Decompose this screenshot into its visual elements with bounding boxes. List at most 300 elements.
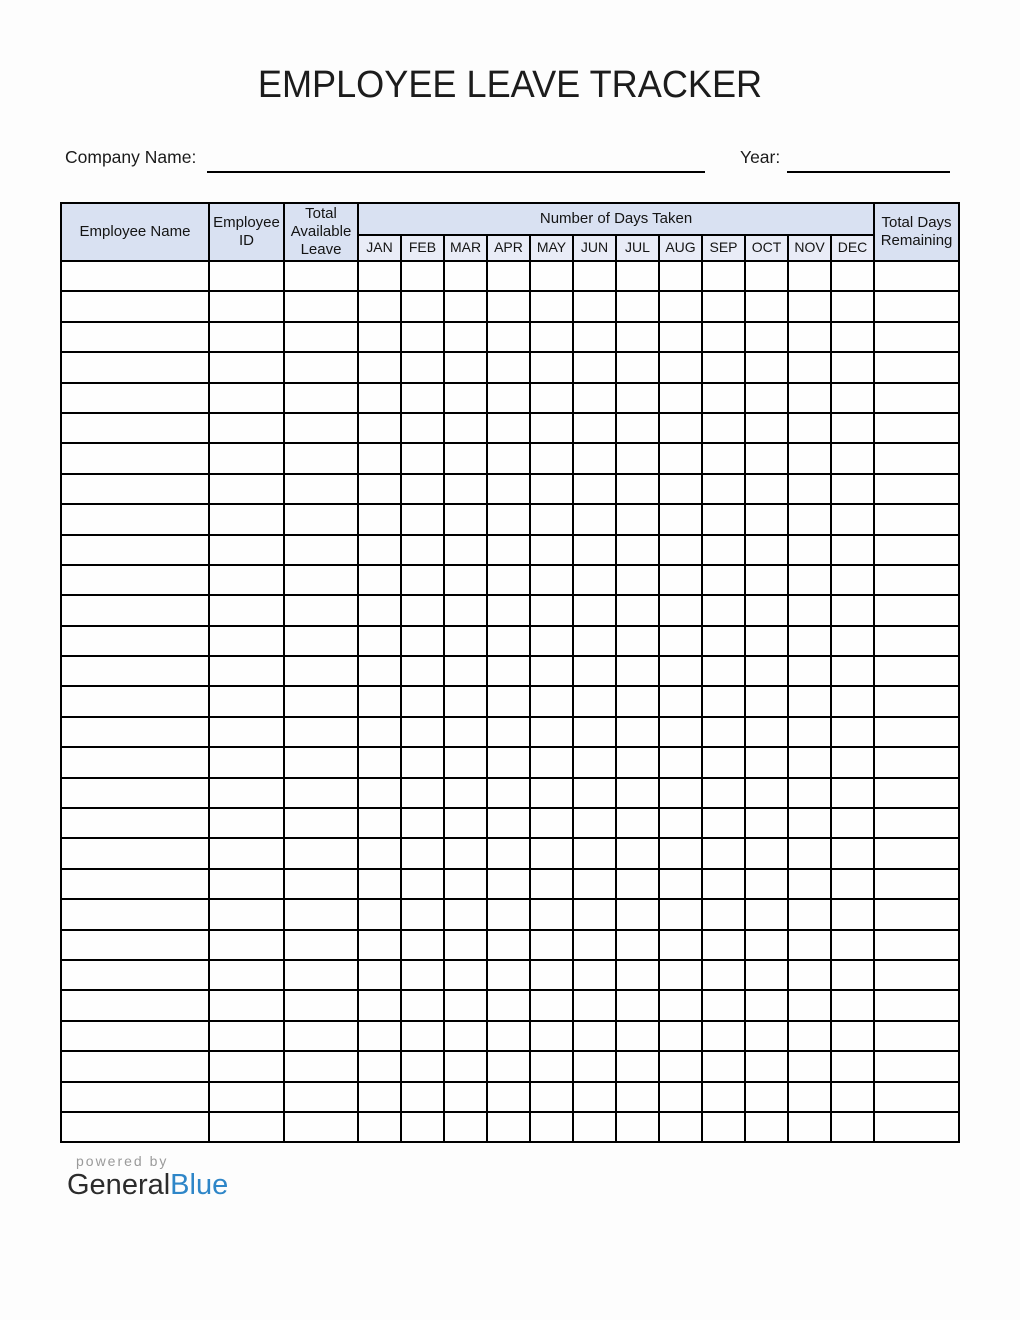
cell-jul[interactable] — [616, 1021, 659, 1051]
cell-aug[interactable] — [659, 930, 702, 960]
cell-nov[interactable] — [788, 474, 831, 504]
cell-feb[interactable] — [401, 960, 444, 990]
cell-sep[interactable] — [702, 930, 745, 960]
cell-apr[interactable] — [487, 565, 530, 595]
cell-may[interactable] — [530, 747, 573, 777]
cell-may[interactable] — [530, 960, 573, 990]
cell-dec[interactable] — [831, 352, 874, 382]
cell-oct[interactable] — [745, 322, 788, 352]
cell-mar[interactable] — [444, 1082, 487, 1112]
cell-available-leave[interactable] — [284, 656, 358, 686]
cell-jan[interactable] — [358, 838, 401, 868]
cell-sep[interactable] — [702, 990, 745, 1020]
cell-sep[interactable] — [702, 322, 745, 352]
cell-nov[interactable] — [788, 383, 831, 413]
cell-feb[interactable] — [401, 383, 444, 413]
cell-nov[interactable] — [788, 504, 831, 534]
cell-mar[interactable] — [444, 474, 487, 504]
cell-nov[interactable] — [788, 1021, 831, 1051]
cell-sep[interactable] — [702, 261, 745, 291]
cell-mar[interactable] — [444, 747, 487, 777]
cell-sep[interactable] — [702, 1051, 745, 1081]
cell-jul[interactable] — [616, 990, 659, 1020]
cell-mar[interactable] — [444, 413, 487, 443]
cell-employee-id[interactable] — [209, 1082, 284, 1112]
cell-available-leave[interactable] — [284, 474, 358, 504]
cell-jun[interactable] — [573, 747, 616, 777]
cell-mar[interactable] — [444, 626, 487, 656]
cell-sep[interactable] — [702, 474, 745, 504]
cell-days-remaining[interactable] — [874, 1021, 959, 1051]
cell-nov[interactable] — [788, 352, 831, 382]
cell-mar[interactable] — [444, 960, 487, 990]
cell-oct[interactable] — [745, 960, 788, 990]
cell-jul[interactable] — [616, 504, 659, 534]
cell-jun[interactable] — [573, 1082, 616, 1112]
cell-may[interactable] — [530, 626, 573, 656]
cell-oct[interactable] — [745, 1021, 788, 1051]
cell-dec[interactable] — [831, 504, 874, 534]
cell-feb[interactable] — [401, 504, 444, 534]
cell-employee-id[interactable] — [209, 535, 284, 565]
cell-employee-id[interactable] — [209, 808, 284, 838]
cell-jul[interactable] — [616, 686, 659, 716]
cell-days-remaining[interactable] — [874, 504, 959, 534]
cell-sep[interactable] — [702, 686, 745, 716]
cell-aug[interactable] — [659, 869, 702, 899]
cell-employee-name[interactable] — [61, 261, 209, 291]
cell-available-leave[interactable] — [284, 535, 358, 565]
cell-days-remaining[interactable] — [874, 686, 959, 716]
cell-employee-name[interactable] — [61, 1051, 209, 1081]
cell-sep[interactable] — [702, 1112, 745, 1142]
cell-jun[interactable] — [573, 656, 616, 686]
cell-feb[interactable] — [401, 869, 444, 899]
cell-jan[interactable] — [358, 565, 401, 595]
cell-oct[interactable] — [745, 899, 788, 929]
cell-employee-name[interactable] — [61, 869, 209, 899]
cell-employee-id[interactable] — [209, 990, 284, 1020]
cell-jan[interactable] — [358, 686, 401, 716]
cell-jul[interactable] — [616, 869, 659, 899]
cell-employee-id[interactable] — [209, 1051, 284, 1081]
cell-aug[interactable] — [659, 1021, 702, 1051]
cell-feb[interactable] — [401, 686, 444, 716]
cell-aug[interactable] — [659, 838, 702, 868]
cell-employee-id[interactable] — [209, 656, 284, 686]
cell-sep[interactable] — [702, 565, 745, 595]
cell-oct[interactable] — [745, 747, 788, 777]
cell-aug[interactable] — [659, 474, 702, 504]
cell-nov[interactable] — [788, 413, 831, 443]
cell-employee-name[interactable] — [61, 930, 209, 960]
cell-mar[interactable] — [444, 261, 487, 291]
cell-days-remaining[interactable] — [874, 291, 959, 321]
cell-may[interactable] — [530, 838, 573, 868]
cell-apr[interactable] — [487, 595, 530, 625]
cell-employee-id[interactable] — [209, 322, 284, 352]
cell-mar[interactable] — [444, 778, 487, 808]
cell-employee-name[interactable] — [61, 626, 209, 656]
cell-jul[interactable] — [616, 291, 659, 321]
cell-dec[interactable] — [831, 808, 874, 838]
cell-employee-name[interactable] — [61, 504, 209, 534]
cell-feb[interactable] — [401, 838, 444, 868]
cell-available-leave[interactable] — [284, 1051, 358, 1081]
cell-employee-id[interactable] — [209, 443, 284, 473]
cell-employee-id[interactable] — [209, 291, 284, 321]
cell-apr[interactable] — [487, 443, 530, 473]
cell-dec[interactable] — [831, 261, 874, 291]
cell-apr[interactable] — [487, 413, 530, 443]
cell-aug[interactable] — [659, 686, 702, 716]
cell-may[interactable] — [530, 686, 573, 716]
cell-apr[interactable] — [487, 808, 530, 838]
cell-days-remaining[interactable] — [874, 443, 959, 473]
cell-jun[interactable] — [573, 930, 616, 960]
cell-employee-id[interactable] — [209, 778, 284, 808]
cell-available-leave[interactable] — [284, 352, 358, 382]
cell-jan[interactable] — [358, 322, 401, 352]
cell-jul[interactable] — [616, 838, 659, 868]
cell-dec[interactable] — [831, 626, 874, 656]
cell-feb[interactable] — [401, 930, 444, 960]
cell-apr[interactable] — [487, 1021, 530, 1051]
cell-may[interactable] — [530, 322, 573, 352]
cell-apr[interactable] — [487, 291, 530, 321]
cell-employee-name[interactable] — [61, 747, 209, 777]
cell-apr[interactable] — [487, 1051, 530, 1081]
cell-dec[interactable] — [831, 383, 874, 413]
cell-sep[interactable] — [702, 595, 745, 625]
cell-apr[interactable] — [487, 656, 530, 686]
cell-apr[interactable] — [487, 960, 530, 990]
cell-jun[interactable] — [573, 383, 616, 413]
cell-employee-name[interactable] — [61, 656, 209, 686]
cell-jul[interactable] — [616, 626, 659, 656]
cell-employee-id[interactable] — [209, 899, 284, 929]
cell-days-remaining[interactable] — [874, 1051, 959, 1081]
cell-sep[interactable] — [702, 1082, 745, 1112]
cell-oct[interactable] — [745, 808, 788, 838]
cell-mar[interactable] — [444, 930, 487, 960]
cell-oct[interactable] — [745, 717, 788, 747]
cell-jan[interactable] — [358, 413, 401, 443]
cell-nov[interactable] — [788, 443, 831, 473]
cell-mar[interactable] — [444, 656, 487, 686]
cell-jul[interactable] — [616, 595, 659, 625]
cell-employee-name[interactable] — [61, 291, 209, 321]
cell-jan[interactable] — [358, 1051, 401, 1081]
cell-may[interactable] — [530, 1112, 573, 1142]
cell-employee-name[interactable] — [61, 595, 209, 625]
cell-sep[interactable] — [702, 960, 745, 990]
cell-days-remaining[interactable] — [874, 535, 959, 565]
cell-sep[interactable] — [702, 443, 745, 473]
cell-jan[interactable] — [358, 808, 401, 838]
cell-mar[interactable] — [444, 322, 487, 352]
cell-mar[interactable] — [444, 504, 487, 534]
cell-employee-name[interactable] — [61, 383, 209, 413]
cell-feb[interactable] — [401, 291, 444, 321]
cell-may[interactable] — [530, 1051, 573, 1081]
cell-employee-name[interactable] — [61, 899, 209, 929]
cell-apr[interactable] — [487, 352, 530, 382]
cell-jun[interactable] — [573, 352, 616, 382]
cell-available-leave[interactable] — [284, 1112, 358, 1142]
cell-jul[interactable] — [616, 717, 659, 747]
cell-jun[interactable] — [573, 778, 616, 808]
cell-employee-id[interactable] — [209, 869, 284, 899]
cell-mar[interactable] — [444, 717, 487, 747]
cell-oct[interactable] — [745, 838, 788, 868]
cell-days-remaining[interactable] — [874, 717, 959, 747]
cell-oct[interactable] — [745, 686, 788, 716]
cell-jan[interactable] — [358, 261, 401, 291]
cell-mar[interactable] — [444, 990, 487, 1020]
cell-dec[interactable] — [831, 747, 874, 777]
cell-employee-id[interactable] — [209, 595, 284, 625]
cell-employee-name[interactable] — [61, 990, 209, 1020]
cell-jul[interactable] — [616, 352, 659, 382]
cell-employee-name[interactable] — [61, 717, 209, 747]
cell-jan[interactable] — [358, 352, 401, 382]
cell-feb[interactable] — [401, 322, 444, 352]
cell-sep[interactable] — [702, 383, 745, 413]
cell-employee-id[interactable] — [209, 747, 284, 777]
cell-aug[interactable] — [659, 595, 702, 625]
cell-apr[interactable] — [487, 930, 530, 960]
cell-dec[interactable] — [831, 1021, 874, 1051]
cell-feb[interactable] — [401, 899, 444, 929]
cell-dec[interactable] — [831, 291, 874, 321]
cell-may[interactable] — [530, 1082, 573, 1112]
cell-sep[interactable] — [702, 747, 745, 777]
cell-days-remaining[interactable] — [874, 808, 959, 838]
cell-dec[interactable] — [831, 778, 874, 808]
cell-mar[interactable] — [444, 686, 487, 716]
cell-available-leave[interactable] — [284, 504, 358, 534]
cell-employee-name[interactable] — [61, 1112, 209, 1142]
cell-nov[interactable] — [788, 808, 831, 838]
cell-available-leave[interactable] — [284, 686, 358, 716]
cell-jun[interactable] — [573, 261, 616, 291]
cell-available-leave[interactable] — [284, 717, 358, 747]
cell-days-remaining[interactable] — [874, 352, 959, 382]
cell-mar[interactable] — [444, 352, 487, 382]
cell-days-remaining[interactable] — [874, 322, 959, 352]
cell-dec[interactable] — [831, 443, 874, 473]
cell-available-leave[interactable] — [284, 565, 358, 595]
cell-days-remaining[interactable] — [874, 869, 959, 899]
cell-feb[interactable] — [401, 413, 444, 443]
cell-jul[interactable] — [616, 747, 659, 777]
cell-jun[interactable] — [573, 443, 616, 473]
cell-employee-name[interactable] — [61, 474, 209, 504]
cell-sep[interactable] — [702, 413, 745, 443]
cell-apr[interactable] — [487, 261, 530, 291]
cell-employee-name[interactable] — [61, 686, 209, 716]
cell-jul[interactable] — [616, 778, 659, 808]
cell-days-remaining[interactable] — [874, 413, 959, 443]
cell-employee-name[interactable] — [61, 838, 209, 868]
cell-jan[interactable] — [358, 747, 401, 777]
cell-nov[interactable] — [788, 291, 831, 321]
cell-employee-id[interactable] — [209, 838, 284, 868]
cell-may[interactable] — [530, 413, 573, 443]
cell-mar[interactable] — [444, 291, 487, 321]
cell-days-remaining[interactable] — [874, 1112, 959, 1142]
cell-days-remaining[interactable] — [874, 595, 959, 625]
cell-dec[interactable] — [831, 838, 874, 868]
cell-sep[interactable] — [702, 838, 745, 868]
cell-jul[interactable] — [616, 930, 659, 960]
cell-oct[interactable] — [745, 990, 788, 1020]
cell-dec[interactable] — [831, 565, 874, 595]
cell-jun[interactable] — [573, 535, 616, 565]
cell-dec[interactable] — [831, 686, 874, 716]
cell-employee-id[interactable] — [209, 1021, 284, 1051]
cell-jun[interactable] — [573, 565, 616, 595]
cell-oct[interactable] — [745, 1051, 788, 1081]
cell-jul[interactable] — [616, 535, 659, 565]
cell-mar[interactable] — [444, 899, 487, 929]
cell-feb[interactable] — [401, 747, 444, 777]
cell-available-leave[interactable] — [284, 1021, 358, 1051]
cell-may[interactable] — [530, 1021, 573, 1051]
cell-may[interactable] — [530, 899, 573, 929]
cell-available-leave[interactable] — [284, 869, 358, 899]
cell-jan[interactable] — [358, 535, 401, 565]
cell-may[interactable] — [530, 778, 573, 808]
cell-aug[interactable] — [659, 960, 702, 990]
cell-jul[interactable] — [616, 808, 659, 838]
cell-sep[interactable] — [702, 352, 745, 382]
cell-jan[interactable] — [358, 869, 401, 899]
cell-jun[interactable] — [573, 1112, 616, 1142]
cell-dec[interactable] — [831, 930, 874, 960]
cell-may[interactable] — [530, 443, 573, 473]
cell-mar[interactable] — [444, 595, 487, 625]
cell-available-leave[interactable] — [284, 291, 358, 321]
cell-employee-name[interactable] — [61, 1082, 209, 1112]
cell-feb[interactable] — [401, 1021, 444, 1051]
cell-oct[interactable] — [745, 504, 788, 534]
cell-days-remaining[interactable] — [874, 960, 959, 990]
cell-sep[interactable] — [702, 535, 745, 565]
cell-apr[interactable] — [487, 322, 530, 352]
cell-apr[interactable] — [487, 686, 530, 716]
cell-nov[interactable] — [788, 565, 831, 595]
cell-jan[interactable] — [358, 717, 401, 747]
cell-jun[interactable] — [573, 960, 616, 990]
cell-apr[interactable] — [487, 504, 530, 534]
cell-days-remaining[interactable] — [874, 778, 959, 808]
company-name-field[interactable] — [207, 171, 705, 173]
cell-nov[interactable] — [788, 960, 831, 990]
cell-jul[interactable] — [616, 413, 659, 443]
cell-feb[interactable] — [401, 626, 444, 656]
cell-sep[interactable] — [702, 899, 745, 929]
cell-mar[interactable] — [444, 869, 487, 899]
cell-feb[interactable] — [401, 1051, 444, 1081]
cell-jul[interactable] — [616, 565, 659, 595]
cell-mar[interactable] — [444, 1112, 487, 1142]
cell-oct[interactable] — [745, 626, 788, 656]
cell-oct[interactable] — [745, 474, 788, 504]
cell-dec[interactable] — [831, 899, 874, 929]
cell-jun[interactable] — [573, 717, 616, 747]
cell-nov[interactable] — [788, 1051, 831, 1081]
cell-may[interactable] — [530, 474, 573, 504]
cell-oct[interactable] — [745, 1112, 788, 1142]
cell-jun[interactable] — [573, 322, 616, 352]
cell-aug[interactable] — [659, 352, 702, 382]
cell-employee-id[interactable] — [209, 565, 284, 595]
cell-jan[interactable] — [358, 990, 401, 1020]
cell-oct[interactable] — [745, 565, 788, 595]
cell-apr[interactable] — [487, 717, 530, 747]
cell-dec[interactable] — [831, 474, 874, 504]
cell-apr[interactable] — [487, 747, 530, 777]
cell-nov[interactable] — [788, 838, 831, 868]
cell-available-leave[interactable] — [284, 747, 358, 777]
cell-employee-name[interactable] — [61, 960, 209, 990]
cell-days-remaining[interactable] — [874, 474, 959, 504]
cell-oct[interactable] — [745, 1082, 788, 1112]
cell-mar[interactable] — [444, 1021, 487, 1051]
cell-jan[interactable] — [358, 930, 401, 960]
cell-sep[interactable] — [702, 717, 745, 747]
cell-feb[interactable] — [401, 1112, 444, 1142]
cell-aug[interactable] — [659, 626, 702, 656]
cell-jul[interactable] — [616, 443, 659, 473]
cell-days-remaining[interactable] — [874, 899, 959, 929]
cell-employee-name[interactable] — [61, 565, 209, 595]
cell-sep[interactable] — [702, 1021, 745, 1051]
cell-employee-id[interactable] — [209, 474, 284, 504]
cell-apr[interactable] — [487, 990, 530, 1020]
cell-jul[interactable] — [616, 322, 659, 352]
cell-days-remaining[interactable] — [874, 626, 959, 656]
cell-apr[interactable] — [487, 535, 530, 565]
cell-jan[interactable] — [358, 443, 401, 473]
cell-jun[interactable] — [573, 595, 616, 625]
cell-sep[interactable] — [702, 869, 745, 899]
cell-aug[interactable] — [659, 1082, 702, 1112]
cell-dec[interactable] — [831, 717, 874, 747]
cell-aug[interactable] — [659, 383, 702, 413]
cell-oct[interactable] — [745, 383, 788, 413]
cell-feb[interactable] — [401, 261, 444, 291]
cell-aug[interactable] — [659, 656, 702, 686]
cell-employee-name[interactable] — [61, 535, 209, 565]
cell-employee-id[interactable] — [209, 383, 284, 413]
cell-feb[interactable] — [401, 717, 444, 747]
cell-aug[interactable] — [659, 535, 702, 565]
cell-employee-id[interactable] — [209, 1112, 284, 1142]
cell-feb[interactable] — [401, 990, 444, 1020]
cell-oct[interactable] — [745, 869, 788, 899]
cell-available-leave[interactable] — [284, 322, 358, 352]
cell-available-leave[interactable] — [284, 261, 358, 291]
cell-aug[interactable] — [659, 990, 702, 1020]
cell-jul[interactable] — [616, 261, 659, 291]
cell-mar[interactable] — [444, 535, 487, 565]
cell-oct[interactable] — [745, 535, 788, 565]
cell-oct[interactable] — [745, 656, 788, 686]
cell-employee-id[interactable] — [209, 413, 284, 443]
